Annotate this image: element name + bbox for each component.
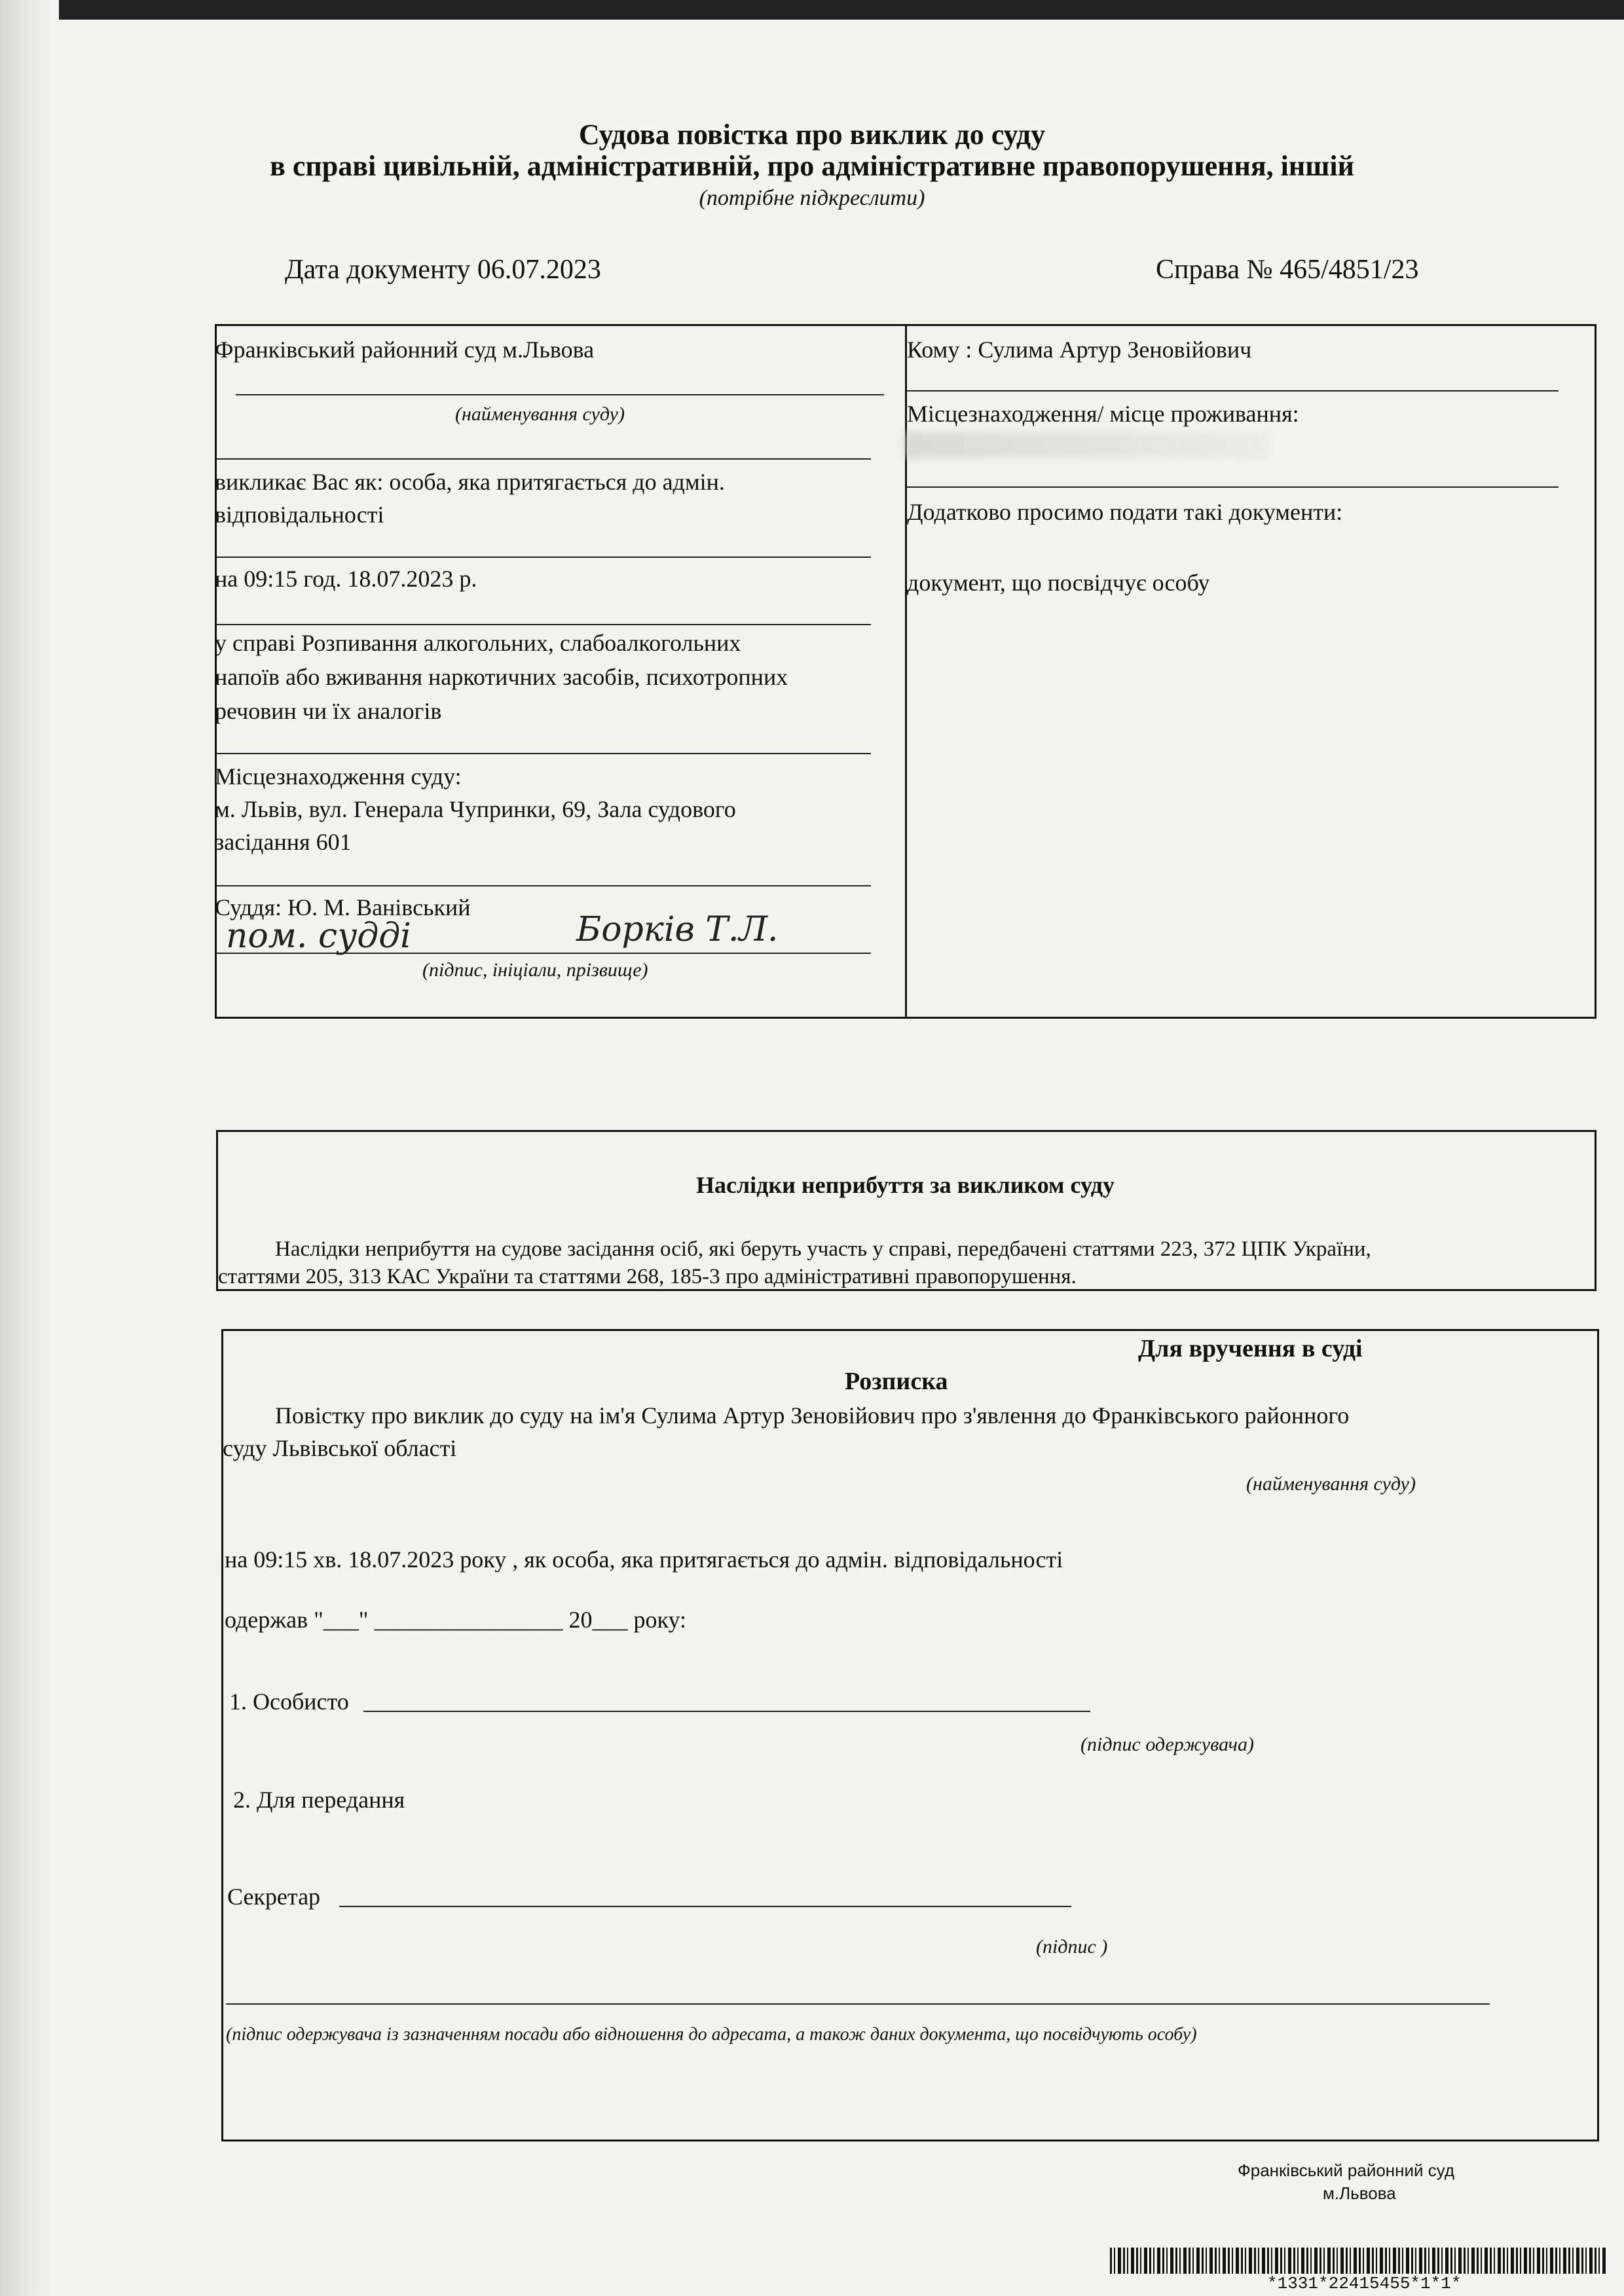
doc-title-line1: Судова повістка про виклик до суду: [578, 118, 1046, 151]
court-name-caption: (найменування суду): [455, 403, 625, 425]
scan-shadow-top: [0, 0, 1624, 20]
receipt-for-transfer: 2. Для передання: [233, 1787, 405, 1813]
receipt-title: Розписка: [845, 1368, 948, 1395]
rule-3: [216, 624, 871, 625]
receipt-line2: суду Львівської області: [223, 1435, 457, 1461]
recipient-sign-caption: (підпис одержувача): [1080, 1734, 1254, 1755]
court-name: Франківський районний суд м.Львова: [215, 337, 595, 363]
rule-4: [216, 753, 871, 754]
summons-as-line2: відповідальності: [215, 501, 384, 528]
secretary-signature-line[interactable]: [339, 1906, 1071, 1907]
doc-title-line2: в справі цивільній, адміністративній, про адміністративне правопорушення, іншій: [270, 150, 1354, 182]
rule-2: [216, 556, 871, 558]
scan-shadow-left: [0, 0, 59, 2296]
receipt-line1: Повістку про виклик до суду на ім'я Сулима Артур Зеновійович про з'явлення до Франківського районного: [275, 1402, 1350, 1429]
residence-label: Місцезнаходження/ місце проживання:: [907, 401, 1299, 427]
extra-docs-label: Додатково просимо подати такі документи:: [907, 499, 1343, 525]
receipt-secretary: Секретар: [227, 1884, 321, 1910]
consequences-title: Наслідки неприбуття за викликом суду: [696, 1172, 1115, 1198]
rule-1: [216, 458, 871, 460]
recipient-name: Кому : Сулима Артур Зеновійович: [907, 337, 1252, 363]
for-court-label: Для вручення в суді: [1138, 1335, 1363, 1362]
personally-signature-line[interactable]: [363, 1711, 1090, 1712]
receipt-personally: 1. Особисто: [229, 1688, 349, 1715]
case-number: Справа № 465/4851/23: [1156, 255, 1419, 285]
barcode-text: *1331*22415455*1*1*: [1267, 2274, 1462, 2293]
consequences-line2: статтями 205, 313 КАС України та статтями 268, 185-3 про адміністративні правопорушення.: [218, 1265, 1077, 1288]
receipt-time-line: на 09:15 хв. 18.07.2023 року , як особа, яка притягається до адмін. відповідальності: [225, 1546, 1063, 1573]
receipt-received-line: одержав "___" ________________ 20___ року:: [225, 1607, 687, 1633]
rule-5: [216, 885, 871, 886]
stamp-line1: Франківський районний суд: [1238, 2160, 1455, 2180]
judge-name: Суддя: Ю. М. Ванівський: [215, 894, 471, 920]
case-desc-line1: у справі Розпивання алкогольних, слабоалкогольних: [215, 630, 741, 656]
receipt-footer-note: (підпис одержувача із зазначенням посади або відношення до адресата, а також даних документа, що посвідчують особу): [226, 2024, 1197, 2045]
redacted-address: [904, 432, 1270, 458]
stamp-line2: м.Львова: [1323, 2183, 1396, 2203]
barcode: [1110, 2248, 1608, 2274]
receipt-court-caption: (найменування суду): [1246, 1473, 1416, 1495]
case-desc-line3: речовин чи їх аналогів: [215, 698, 442, 724]
consequences-line1: Наслідки неприбуття на судове засідання осіб, які беруть участь у справі, передбачені статтями 223, 372 ЦПК України,: [275, 1237, 1371, 1261]
court-name-rule: [236, 394, 884, 395]
case-desc-line2: напоїв або вживання наркотичних засобів, психотропних: [215, 664, 788, 690]
court-location-label: Місцезнаходження суду:: [215, 763, 462, 790]
recipient-rule: [907, 390, 1559, 392]
extra-docs-value: документ, що посвідчує особу: [907, 570, 1210, 596]
court-location-line2: засідання 601: [215, 829, 352, 855]
handwriting-assistant: пом. судді: [226, 917, 411, 956]
hearing-time: на 09:15 год. 18.07.2023 р.: [215, 566, 477, 592]
doc-title-note: (потрібне підкреслити): [699, 186, 925, 210]
summons-as-line1: викликає Вас як: особа, яка притягається до адмін.: [215, 469, 725, 495]
secretary-sign-caption: (підпис ): [1036, 1936, 1108, 1958]
doc-date: Дата документу 06.07.2023: [285, 255, 601, 285]
residence-rule: [907, 486, 1559, 488]
handwriting-name: Борків Т.Л.: [576, 910, 779, 949]
judge-caption: (підпис, ініціали, прізвище): [422, 959, 648, 981]
court-location-line1: м. Львів, вул. Генерала Чупринки, 69, Зала судового: [215, 796, 736, 822]
recipient-details-line[interactable]: [226, 2003, 1490, 2005]
